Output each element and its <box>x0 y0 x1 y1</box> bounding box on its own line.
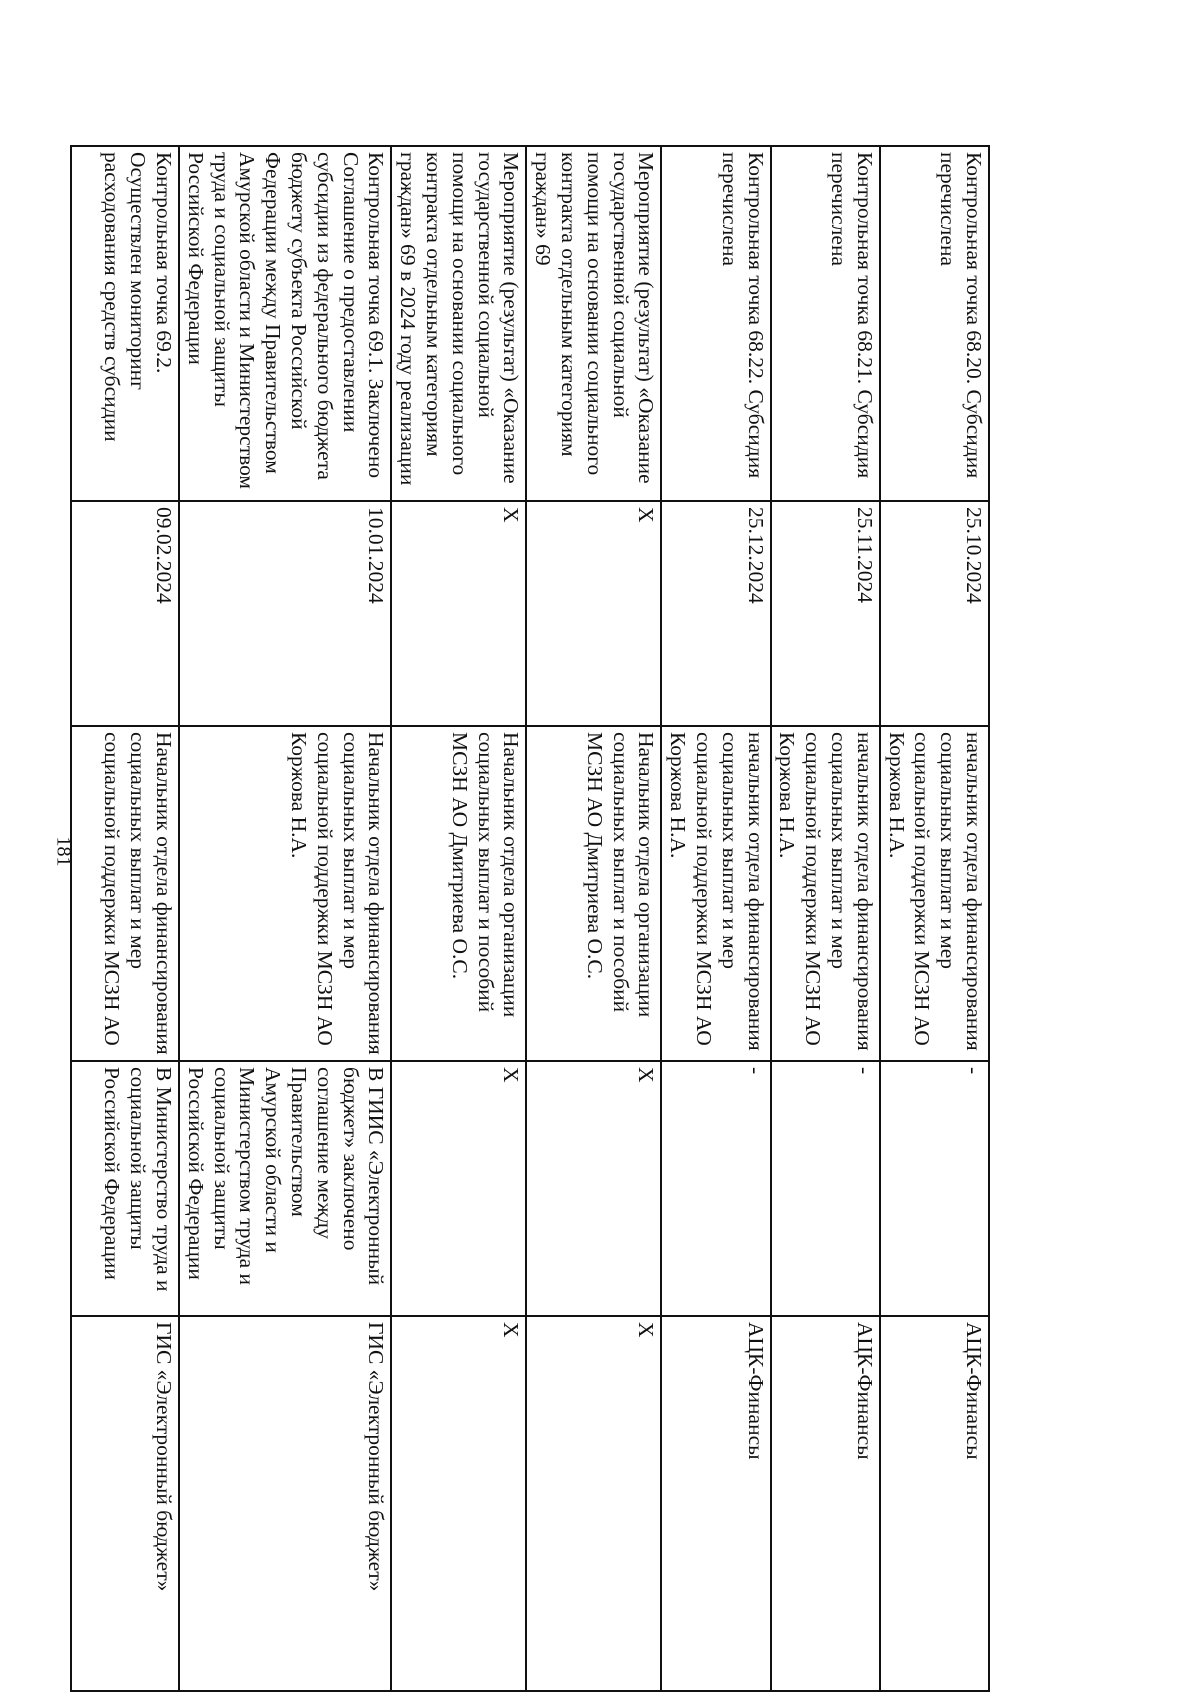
table-cell: Начальник отдела организации социальных выплат и пособий МСЗН АО Дмитриева О.С. <box>391 726 526 1061</box>
table-row <box>179 146 391 1691</box>
table-row <box>391 146 526 1691</box>
table-cell: Х <box>526 1061 661 1316</box>
table-cell: Х <box>391 1061 526 1316</box>
table-cell: Х <box>526 501 661 726</box>
table-cell: Контрольная точка 68.20. Субсидия перечислена <box>880 146 989 501</box>
page-number: 181 <box>52 836 75 867</box>
table-cell: Начальник отдела организации социальных выплат и пособий МСЗН АО Дмитриева О.С. <box>526 726 661 1061</box>
table-cell: Х <box>391 1316 526 1691</box>
table-cell: Контрольная точка 69.1. Заключено Соглашение о предоставлении субсидии из федерального бюджета бюджету субъекта Российской Федерации между Правительством Амурской области и Министерством труда и социальной защиты Российской Федерации <box>179 146 391 501</box>
table-cell: 25.11.2024 <box>771 501 880 726</box>
table-cell: начальник отдела финансирования социальных выплат и мер социальной поддержки МСЗН АО Коржова Н.А. <box>661 726 770 1061</box>
table-cell: АЦК-Финансы <box>771 1316 880 1691</box>
table-row <box>526 146 661 1691</box>
table-cell: Мероприятие (результат) «Оказание государственной социальной помощи на основании социального контракта отдельным категориям граждан» 69 <box>526 146 661 501</box>
table-row <box>661 146 770 1691</box>
table-cell: Контрольная точка 69.2. Осуществлен мониторинг расходования средств субсидии <box>71 146 179 501</box>
table-cell: Начальник отдела финансирования социальных выплат и мер социальной поддержки МСЗН АО <box>71 726 179 1061</box>
table-cell: Контрольная точка 68.22. Субсидия перечислена <box>661 146 770 501</box>
table-row <box>71 146 179 1691</box>
table-cell: ГИС «Электронный бюджет» <box>71 1316 179 1691</box>
table-cell: начальник отдела финансирования социальных выплат и мер социальной поддержки МСЗН АО Коржова Н.А. <box>880 726 989 1061</box>
table-cell: 25.12.2024 <box>661 501 770 726</box>
table-cell: - <box>771 1061 880 1316</box>
table-cell: Х <box>391 501 526 726</box>
table-cell: Контрольная точка 68.21. Субсидия перечислена <box>771 146 880 501</box>
control-points-table <box>70 145 990 1692</box>
table-cell: начальник отдела финансирования социальных выплат и мер социальной поддержки МСЗН АО Коржова Н.А. <box>771 726 880 1061</box>
table-cell: АЦК-Финансы <box>661 1316 770 1691</box>
table-row <box>880 146 989 1691</box>
table-cell: АЦК-Финансы <box>880 1316 989 1691</box>
table-cell: - <box>661 1061 770 1316</box>
table-cell: 09.02.2024 <box>71 501 179 726</box>
table-row <box>771 146 880 1691</box>
table-cell: 10.01.2024 <box>179 501 391 726</box>
table-cell: В Министерство труда и социальной защиты Российской Федерации <box>71 1061 179 1316</box>
table-cell: Х <box>526 1316 661 1691</box>
table-cell: - <box>880 1061 989 1316</box>
table-cell: 25.10.2024 <box>880 501 989 726</box>
rotated-table-container <box>100 145 990 1690</box>
table-cell: В ГИИС «Электронный бюджет» заключено соглашение между Правительством Амурской области и Министерством труда и социальной защиты Российской Федерации <box>179 1061 391 1316</box>
table-cell: Мероприятие (результат) «Оказание государственной социальной помощи на основании социального контракта отдельным категориям граждан» 69 в 2024 году реализации <box>391 146 526 501</box>
table-cell: Начальник отдела финансирования социальных выплат и мер социальной поддержки МСЗН АО Коржова Н.А. <box>179 726 391 1061</box>
table-cell: ГИС «Электронный бюджет» <box>179 1316 391 1691</box>
